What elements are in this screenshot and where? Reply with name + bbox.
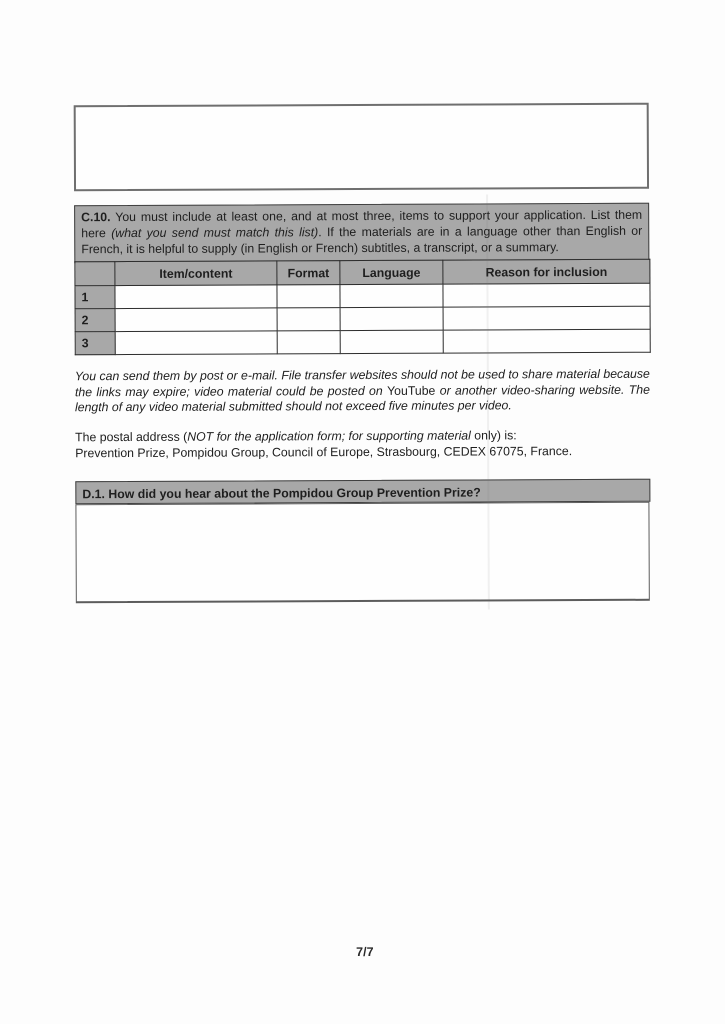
postal-address-block	[75, 428, 650, 462]
top-answer-box[interactable]	[74, 103, 649, 192]
language-cell[interactable]	[340, 330, 443, 353]
section-c10-text-italic: (what you send must match this list)	[111, 225, 319, 241]
format-cell[interactable]	[277, 285, 340, 308]
format-cell[interactable]	[277, 331, 340, 354]
table-header-row	[75, 259, 650, 286]
section-d1-header	[75, 479, 650, 505]
row-number-cell: 3	[75, 332, 115, 355]
row-number-cell: 1	[75, 286, 115, 309]
format-cell[interactable]	[277, 308, 340, 331]
send-paragraph-upright: YouTube	[387, 383, 436, 398]
send-paragraph-italic-1: You can send them by post or e-mail. File transfer websites should not be used to share material because the links may expire; video material could be posted on	[74, 366, 650, 399]
reason-cell[interactable]	[443, 306, 650, 330]
send-materials-paragraph	[75, 367, 650, 416]
supporting-items-table	[74, 259, 650, 356]
table-row	[75, 283, 650, 309]
postal-line1-italic: NOT for the application form; for supporting material	[187, 428, 471, 444]
section-c10-header	[74, 203, 649, 264]
send-paragraph-italic-2: or another video-sharing website. The length of any video material submitted should not exceed five minutes per video.	[74, 382, 650, 415]
header-row-number	[75, 262, 115, 286]
section-d1-label: D.1.	[82, 487, 105, 502]
table-row	[75, 306, 650, 332]
section-c10-text-2: . If the materials are in a language other than English or French, it is helpful to supply (in English or French) subtitles, a transcript, or a summary.	[81, 223, 643, 257]
postal-line1-suffix: only) is:	[470, 428, 517, 443]
header-item-content: Item/content	[115, 261, 277, 286]
item-content-cell[interactable]	[115, 331, 277, 355]
section-d1-title: How did you hear about the Pompidou Group Prevention Prize?	[104, 485, 481, 502]
postal-line1-text: The postal address (	[75, 429, 188, 445]
reason-cell[interactable]	[443, 283, 650, 307]
item-content-cell[interactable]	[115, 285, 277, 309]
header-language: Language	[340, 260, 443, 284]
item-content-cell[interactable]	[115, 308, 277, 332]
section-c10-label: C.10.	[81, 210, 111, 225]
header-reason: Reason for inclusion	[443, 259, 650, 284]
reason-cell[interactable]	[443, 329, 650, 353]
table-row	[75, 329, 650, 355]
d1-answer-box[interactable]	[75, 502, 649, 604]
postal-line-2: Prevention Prize, Pompidou Group, Council of Europe, Strasbourg, CEDEX 67075, France.	[75, 443, 573, 460]
header-format: Format	[277, 261, 340, 285]
language-cell[interactable]	[340, 307, 443, 330]
page-number: 7/7	[356, 944, 374, 960]
language-cell[interactable]	[340, 284, 443, 307]
section-c10-text-1: You must include at least one, and at most three, items to support your application. List them here	[81, 207, 643, 241]
row-number-cell: 2	[75, 309, 115, 332]
